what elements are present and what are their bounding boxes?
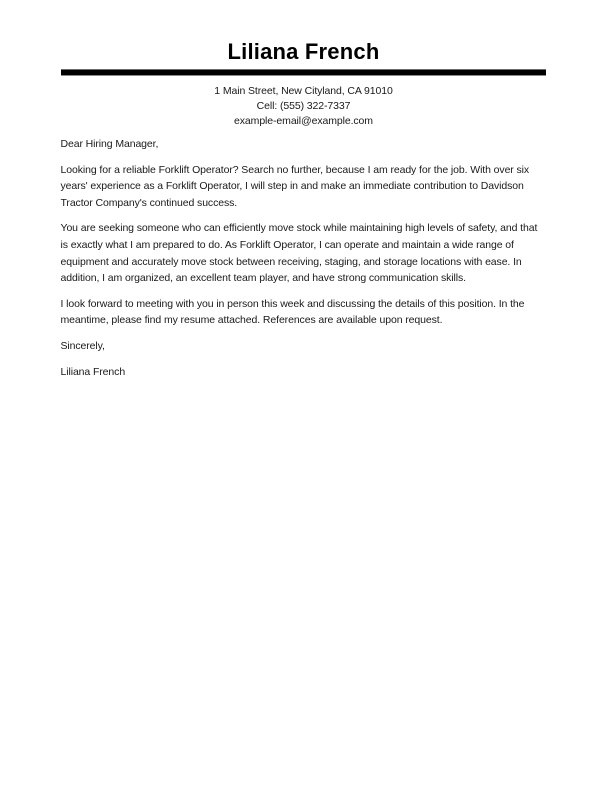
paragraph-skills: You are seeking someone who can efficiently move stock while maintaining high levels of safety, and that is exactly what I am prepared to do. As Forklift Operator, I can operate and maintain a wide range of equipment and accurately move stock between receiving, staging, and storage locations with ease. In addition, I am organized, an excellent team player, and have strong communication skills. [60,222,538,285]
salutation: Dear Hiring Manager, [60,138,159,150]
letter-body [61,136,547,380]
page-title: Liliana French [227,39,380,64]
contact-address: 1 Main Street, New Cityland, CA 91010 [214,85,393,97]
contact-block [0,84,607,129]
signature-name: Liliana French [60,365,126,378]
paragraph-followup: I look forward to meeting with you in person this week and discussing the details of this position. In the meantime, please find my resume attached. References are available upon request. [60,297,525,327]
contact-email: example-email@example.com [234,115,373,127]
header-divider [61,69,546,76]
closing: Sincerely, [60,339,105,352]
paragraph-intro: Looking for a reliable Forklift Operator? Search no further, because I am ready for the job. With over six years' experience as a Forklift Operator, I will step in and make an immediate contribution to Davidson Tractor Company's continued success. [60,163,530,209]
contact-phone: Cell: (555) 322-7337 [256,100,351,112]
letter-header [0,40,607,129]
